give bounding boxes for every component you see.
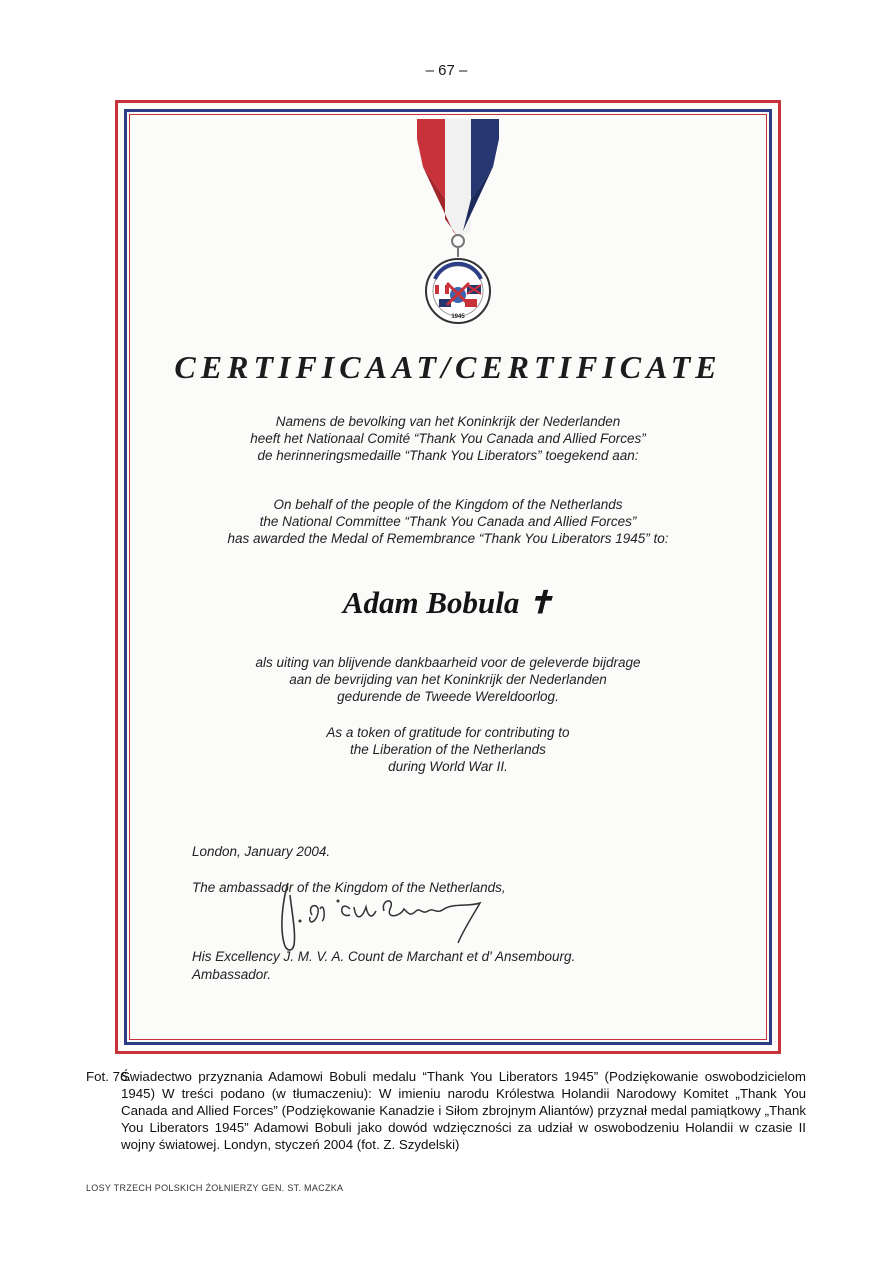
certificate-title: CERTIFICAAT/CERTIFICATE: [174, 349, 722, 385]
running-footer: LOSY TRZECH POLSKICH ŻOŁNIERZY GEN. ST. MACZKA: [86, 1183, 344, 1193]
signatory-role: Ambassador.: [192, 967, 272, 982]
certificate: [115, 100, 781, 1054]
english-reason-line: As a token of gratitude for contributing to: [326, 725, 570, 740]
dutch-intro: [118, 413, 778, 464]
photo-caption: [86, 1068, 806, 1153]
place-date: London, January 2004.: [192, 844, 331, 859]
caption-number: Fot. 76.: [86, 1069, 132, 1084]
english-reason-line: during World War II.: [388, 759, 508, 774]
dutch-reason-line: gedurende de Tweede Wereldoorlog.: [337, 689, 559, 704]
page-number: – 67 –: [425, 62, 468, 79]
signatory-name: His Excellency J. M. V. A. Count de Marchant et d' Ansembourg.: [192, 949, 576, 964]
medal-year: 1945: [451, 314, 465, 320]
medal-image: [413, 119, 503, 329]
ambassador-line: The ambassador of the Kingdom of the Netherlands,: [192, 880, 506, 895]
dutch-intro-line: heeft het Nationaal Comité “Thank You Canada and Allied Forces”: [250, 431, 646, 446]
english-intro-line: has awarded the Medal of Remembrance “Thank You Liberators 1945” to:: [227, 531, 669, 546]
dutch-reason-line: als uiting van blijvende dankbaarheid voor de geleverde bijdrage: [255, 655, 641, 670]
english-reason: [118, 724, 778, 775]
dutch-reason-line: aan de bevrijding van het Koninkrijk der Nederlanden: [289, 672, 607, 687]
dutch-reason: [118, 654, 778, 705]
caption-text: Świadectwo przyznania Adamowi Bobuli medalu “Thank You Liberators 1945” (Podziękowanie oswobodzicielom 1945) W treści podano (w tłumaczeniu): W imieniu narodu Królestwa Holandii Narodowy Komitet „Thank You Canada and Allied Forces” (Podziękowanie Kanadzie i Siłom zbrojnym Aliantów) przyznał medal pamiątkowy „Thank You Liberators 1945” Adamowi Bobuli jako dowód wdzięczności za udział w oswobodzeniu Holandii w czasie II wojny światowej. Londyn, styczeń 2004 (fot. Z. Szydelski): [121, 1069, 806, 1152]
english-reason-line: the Liberation of the Netherlands: [350, 742, 546, 757]
recipient-name: Adam Bobula ✝: [342, 585, 554, 620]
dutch-intro-line: Namens de bevolking van het Koninkrijk der Nederlanden: [275, 414, 621, 429]
english-intro-line: On behalf of the people of the Kingdom of the Netherlands: [273, 497, 623, 512]
dutch-intro-line: de herinneringsmedaille “Thank You Liberators” toegekend aan:: [257, 448, 639, 463]
english-intro: [118, 496, 778, 547]
english-intro-line: the National Committee “Thank You Canada and Allied Forces”: [259, 514, 637, 529]
